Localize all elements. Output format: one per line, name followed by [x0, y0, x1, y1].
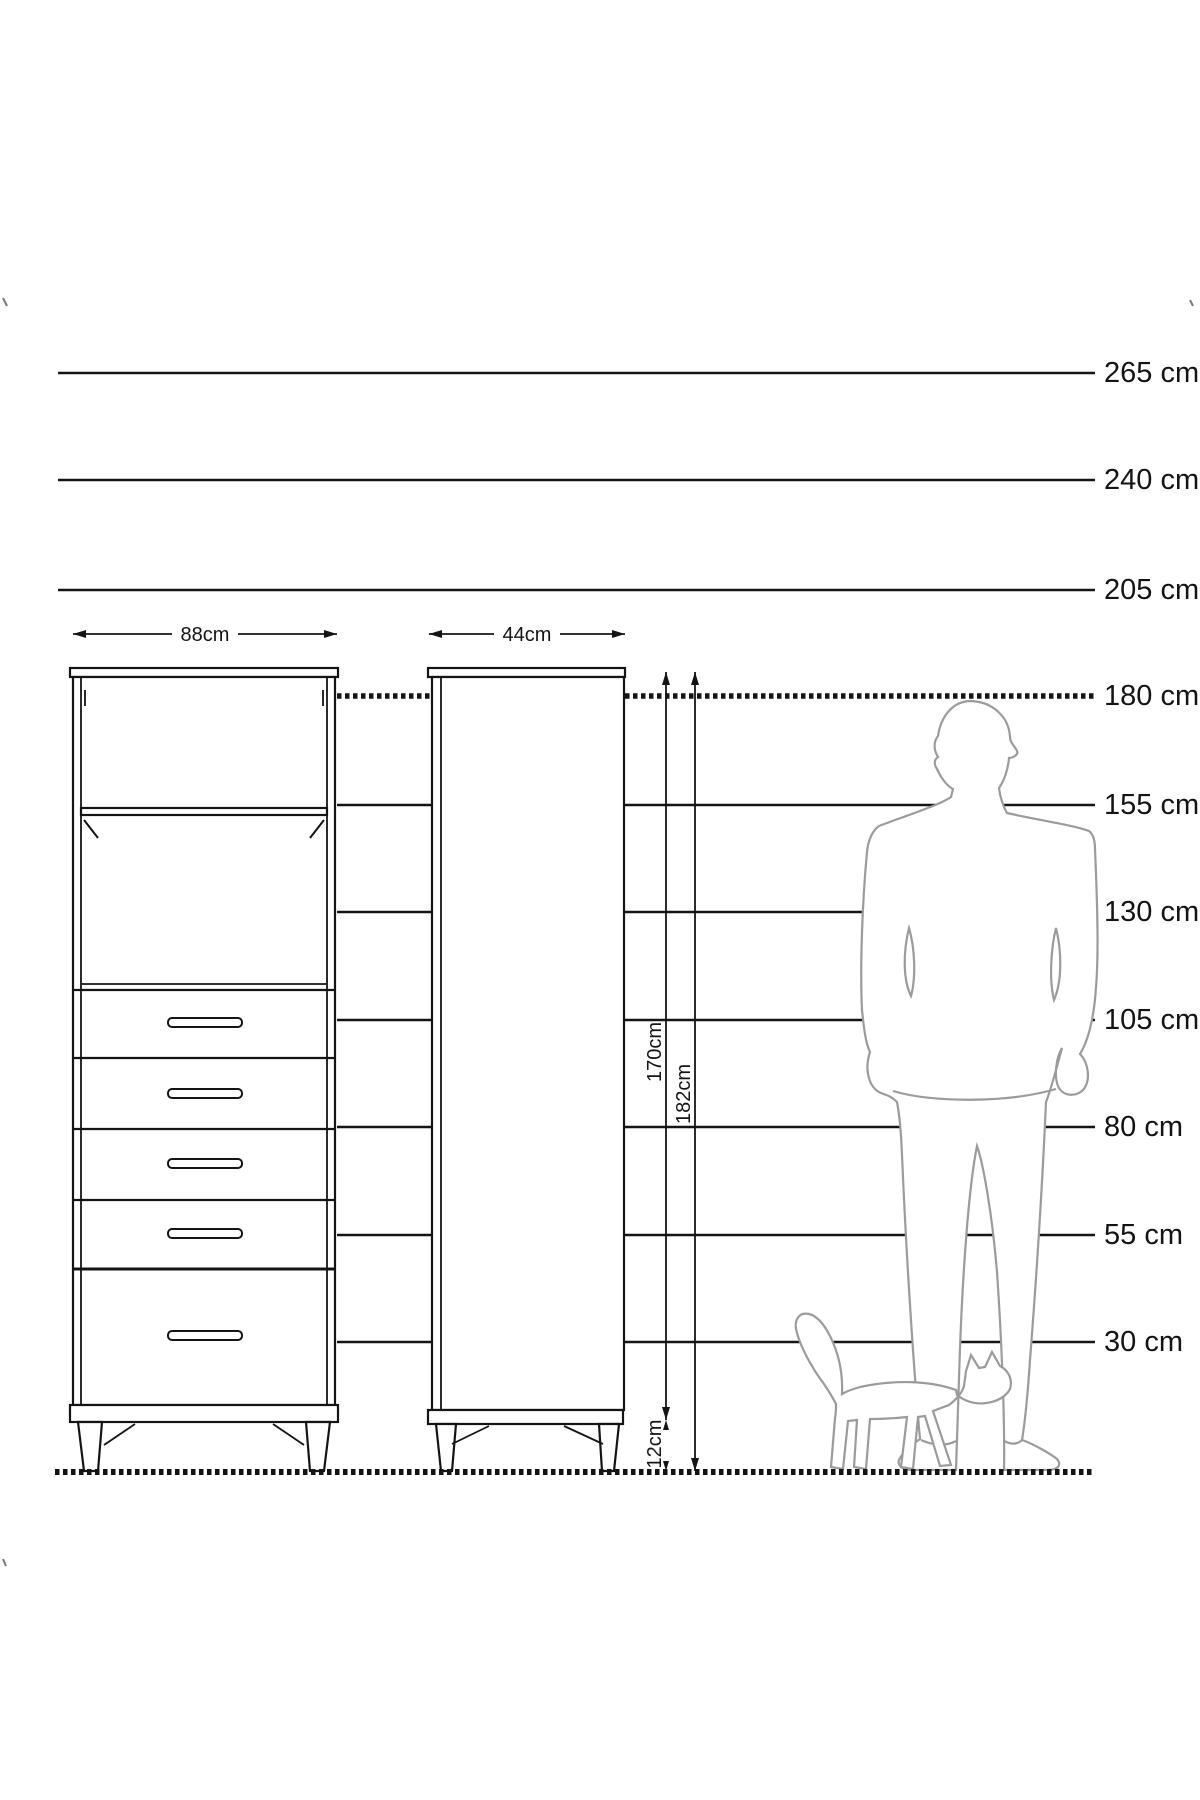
front-leg-right [306, 1422, 330, 1471]
side-plinth [428, 1410, 623, 1424]
leg-height-label: 12cm [644, 1419, 666, 1469]
side-leg-brace-left [452, 1426, 489, 1444]
arrow-top-182 [691, 672, 699, 685]
carcass-height-label: 170cm [644, 1021, 666, 1083]
side-depth-label: 44cm [502, 624, 552, 646]
cabinet-side-view [428, 668, 625, 1471]
front-leg-brace-left [104, 1424, 135, 1445]
arrow-bottom-170 [662, 1407, 670, 1420]
scale-label-265: 265 cm [1104, 357, 1200, 389]
drawer-handle-5 [168, 1331, 242, 1340]
arrow-right-88 [324, 630, 337, 638]
scale-label-55: 55 cm [1104, 1219, 1183, 1251]
scale-label-155: 155 cm [1104, 789, 1200, 821]
front-shelf [81, 808, 327, 815]
corner-mark-top-left [3, 298, 7, 306]
scale-label-130: 130 cm [1104, 896, 1200, 928]
side-leg-left [436, 1424, 456, 1471]
scale-label-30: 30 cm [1104, 1326, 1183, 1358]
man-silhouette [861, 701, 1097, 1470]
side-top-panel [428, 668, 625, 677]
corner-mark-top-right [1190, 300, 1193, 306]
height-scale-labels [1104, 357, 1199, 1358]
side-leg-right [599, 1424, 619, 1471]
scale-label-80: 80 cm [1104, 1111, 1183, 1143]
scale-label-240: 240 cm [1104, 464, 1200, 496]
drawer-handle-4 [168, 1229, 242, 1238]
cat-outline [796, 1314, 1011, 1469]
front-body [73, 677, 335, 1405]
drawer-handle-2 [168, 1089, 242, 1098]
total-height-label: 182cm [673, 1063, 695, 1125]
front-leg-brace-right [273, 1424, 304, 1445]
drawer-handle-1 [168, 1018, 242, 1027]
scale-label-205: 205 cm [1104, 574, 1200, 606]
front-plinth [70, 1405, 338, 1422]
arrow-left-88 [73, 630, 86, 638]
man-outline [861, 701, 1097, 1470]
scale-label-180: 180 cm [1104, 680, 1200, 712]
front-top-panel [70, 668, 338, 677]
front-leg-left [78, 1422, 102, 1471]
scale-label-105: 105 cm [1104, 1004, 1200, 1036]
drawer-handle-3 [168, 1159, 242, 1168]
arrow-top-170 [662, 672, 670, 685]
arrow-left-44 [429, 630, 442, 638]
side-body [432, 677, 624, 1410]
cat-silhouette [796, 1314, 1011, 1469]
corner-mark-bottom-left [3, 1559, 6, 1566]
arrow-right-44 [612, 630, 625, 638]
front-width-label: 88cm [180, 624, 230, 646]
cabinet-front-view [70, 668, 338, 1471]
side-leg-brace-right [564, 1426, 603, 1444]
